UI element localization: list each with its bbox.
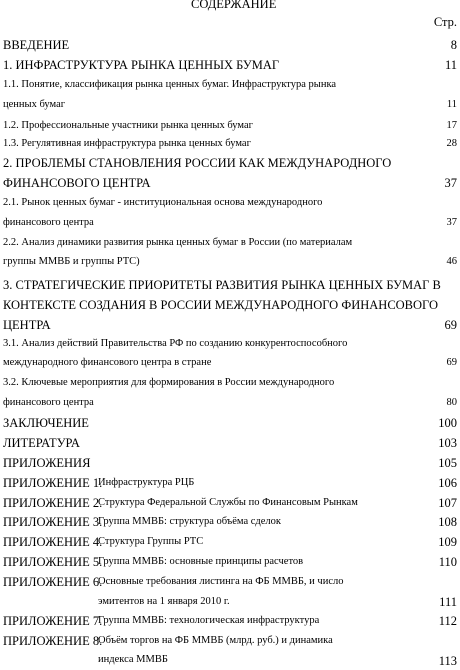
toc-entry-page: 69 xyxy=(446,357,457,368)
toc-entry-page: 37 xyxy=(444,176,457,190)
toc-entry-page: 69 xyxy=(444,318,457,332)
appendix-label: ПРИЛОЖЕНИЕ 7. xyxy=(3,614,103,628)
appendix-title-cont: индекса ММВБ xyxy=(98,654,168,665)
toc-entry-text-cont: ценных бумаг xyxy=(3,99,66,110)
toc-entry-text: 2. ПРОБЛЕМЫ СТАНОВЛЕНИЯ РОССИИ КАК МЕЖДУНАРОДНОГО xyxy=(3,156,392,170)
toc-entry-page: 112 xyxy=(438,614,457,628)
toc-entry-text-cont: международного финансового центра в стране xyxy=(3,357,212,368)
appendix-label: ПРИЛОЖЕНИЕ 3. xyxy=(3,515,103,529)
toc-entry-page: 11 xyxy=(446,99,457,110)
toc-entry-text-cont: ЦЕНТРА xyxy=(3,318,51,332)
toc-entry-page: 17 xyxy=(446,120,457,131)
toc-entry-text: 3. СТРАТЕГИЧЕСКИЕ ПРИОРИТЕТЫ РАЗВИТИЯ РЫНКА ЦЕННЫХ БУМАГ В xyxy=(3,278,441,292)
toc-entry-page: 37 xyxy=(446,217,457,228)
appendix-title: Объём торгов на ФБ ММВБ (млрд. руб.) и динамика xyxy=(98,635,333,646)
appendix-title: Структура Федеральной Службы по Финансовым Рынкам xyxy=(98,497,358,508)
appendix-label: ПРИЛОЖЕНИЕ 6. xyxy=(3,575,103,589)
toc-entry-page: 111 xyxy=(439,595,457,609)
page-column-header: Стр. xyxy=(433,15,457,29)
toc-entry-text: 1.2. Профессиональные участники рынка ценных бумаг xyxy=(3,120,253,131)
appendix-title: Группа ММВБ: технологическая инфраструктура xyxy=(98,615,320,626)
toc-entry-page: 113 xyxy=(438,654,457,668)
toc-entry-page: 28 xyxy=(446,138,457,149)
toc-entry-page: 108 xyxy=(438,515,457,529)
toc-entry-text-cont: финансового центра xyxy=(3,397,94,408)
toc-entry-text: 3.2. Ключевые мероприятия для формирования в России международного xyxy=(3,377,335,388)
toc-entry-page: 11 xyxy=(444,58,457,72)
appendix-title: Основные требования листинга на ФБ ММВБ, и число xyxy=(98,576,344,587)
appendix-label: ПРИЛОЖЕНИЕ 4. xyxy=(3,535,103,549)
toc-entry-page: 107 xyxy=(438,496,457,510)
toc-entry-text: 1. ИНФРАСТРУКТУРА РЫНКА ЦЕННЫХ БУМАГ xyxy=(3,58,280,72)
toc-entry-page: 110 xyxy=(438,555,457,569)
appendix-label: ПРИЛОЖЕНИЕ 5. xyxy=(3,555,103,569)
appendix-title: Инфраструктура РЦБ xyxy=(98,477,195,488)
toc-entry-text-cont: группы ММВБ и группы РТС) xyxy=(3,256,140,267)
toc-entry-text: ВВЕДЕНИЕ xyxy=(3,38,70,52)
toc-entry-text: ЗАКЛЮЧЕНИЕ xyxy=(3,416,89,430)
toc-entry-text: 3.1. Анализ действий Правительства РФ по созданию конкурентоспособного xyxy=(3,338,348,349)
toc-entry-text-cont: КОНТЕКСТЕ СОЗДАНИЯ В РОССИИ МЕЖДУНАРОДНОГО ФИНАНСОВОГО xyxy=(3,298,438,312)
appendix-label: ПРИЛОЖЕНИЕ 1. xyxy=(3,476,103,490)
toc-entry-text: 2.2. Анализ динамики развития рынка ценных бумаг в России (по материалам xyxy=(3,237,353,248)
toc-entry-page: 46 xyxy=(446,256,457,267)
toc-heading: СОДЕРЖАНИЕ xyxy=(191,0,277,11)
appendix-title-cont: эмитентов на 1 января 2010 г. xyxy=(98,596,230,607)
toc-entry-page: 80 xyxy=(446,397,457,408)
appendix-label: ПРИЛОЖЕНИЕ 8. xyxy=(3,634,103,648)
toc-entry-text-cont: финансового центра xyxy=(3,217,94,228)
toc-entry-text-cont: ФИНАНСОВОГО ЦЕНТРА xyxy=(3,176,151,190)
appendix-label: ПРИЛОЖЕНИЕ 2. xyxy=(3,496,103,510)
toc-entry-text: ЛИТЕРАТУРА xyxy=(3,436,80,450)
toc-entry-page: 100 xyxy=(438,416,457,430)
appendix-title: Структура Группы РТС xyxy=(98,536,204,547)
toc-entry-text: 1.3. Регулятивная инфраструктура рынка ценных бумаг xyxy=(3,138,251,149)
toc-entry-text: ПРИЛОЖЕНИЯ xyxy=(3,456,91,470)
toc-entry-page: 109 xyxy=(438,535,457,549)
toc-entry-text: 1.1. Понятие, классификация рынка ценных бумаг. Инфраструктура рынка xyxy=(3,79,337,90)
toc-entry-page: 8 xyxy=(450,38,457,52)
appendix-title: Группа ММВБ: основные принципы расчетов xyxy=(98,556,304,567)
appendix-title: Группа ММВБ: структура объёма сделок xyxy=(98,516,282,527)
toc-entry-page: 105 xyxy=(438,456,457,470)
toc-entry-page: 106 xyxy=(438,476,457,490)
toc-entry-text: 2.1. Рынок ценных бумаг - институциональная основа международного xyxy=(3,197,323,208)
toc-entry-page: 103 xyxy=(438,436,457,450)
